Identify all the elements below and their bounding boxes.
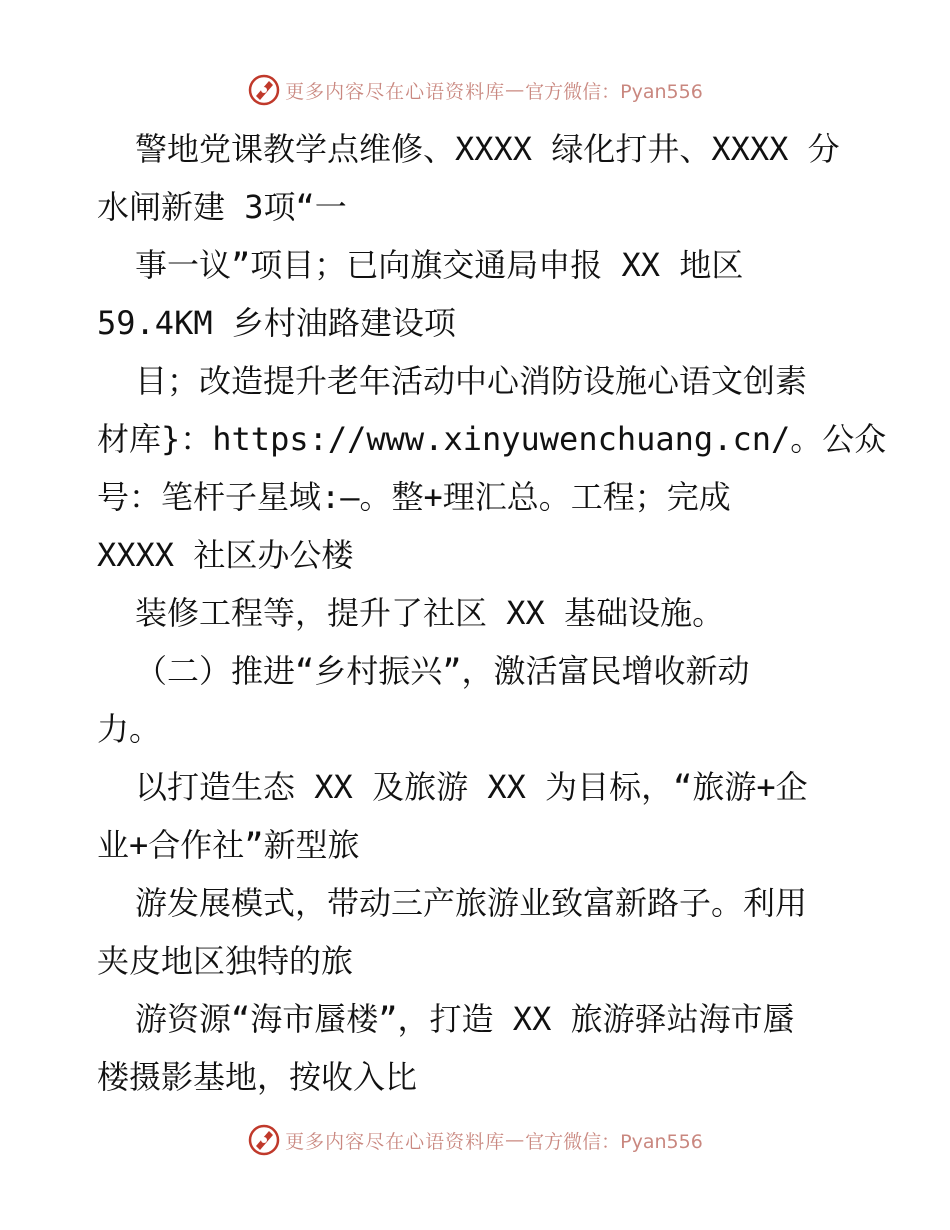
watermark-wechat: 官方微信：Pyan556 [525, 80, 703, 103]
text-line: 力。 [97, 710, 162, 748]
watermark-text: 更多内容尽在心语资料库 [285, 1130, 506, 1153]
text-line: 以打造生态 XX 及旅游 XX 为目标，“旅游+企 [135, 768, 808, 806]
text-line: 号：笔杆子星域:—。整+理汇总。工程；完成 [97, 478, 731, 516]
text-line: （二）推进“乡村振兴”，激活富民增收新动 [135, 652, 750, 690]
footer-watermark [0, 1120, 950, 1160]
brand-logo-icon [247, 73, 281, 107]
watermark-dash: — [505, 1129, 526, 1151]
text-line: 夹皮地区独特的旅 [97, 942, 354, 980]
watermark-wechat: 官方微信：Pyan556 [525, 1130, 703, 1153]
header-watermark [0, 70, 950, 110]
text-line: 材库}：https://www.xinyuwenchuang.cn/。公众 [97, 420, 887, 458]
text-line: 事一议”项目；已向旗交通局申报 XX 地区 [135, 246, 744, 284]
watermark-text: 更多内容尽在心语资料库 [285, 80, 506, 103]
text-line: XXXX 社区办公楼 [97, 536, 354, 574]
text-line: 游发展模式，带动三产旅游业致富新路子。利用 [135, 884, 808, 922]
text-line: 游资源“海市蜃楼”，打造 XX 旅游驿站海市蜃 [135, 1000, 795, 1038]
watermark-dash: — [505, 79, 526, 101]
text-line: 装修工程等，提升了社区 XX 基础设施。 [135, 594, 725, 632]
text-line: 目；改造提升老年活动中心消防设施心语文创素 [135, 362, 808, 400]
brand-logo-icon [247, 1123, 281, 1157]
text-line: 59.4KM 乡村油路建设项 [97, 304, 456, 342]
text-line: 警地党课教学点维修、XXXX 绿化打井、XXXX 分 [135, 130, 840, 168]
text-line: 水闸新建 3项“一 [97, 188, 347, 226]
text-line: 业+合作社”新型旅 [97, 826, 360, 864]
document-body [97, 120, 887, 1106]
text-line: 楼摄影基地，按收入比 [97, 1058, 418, 1096]
